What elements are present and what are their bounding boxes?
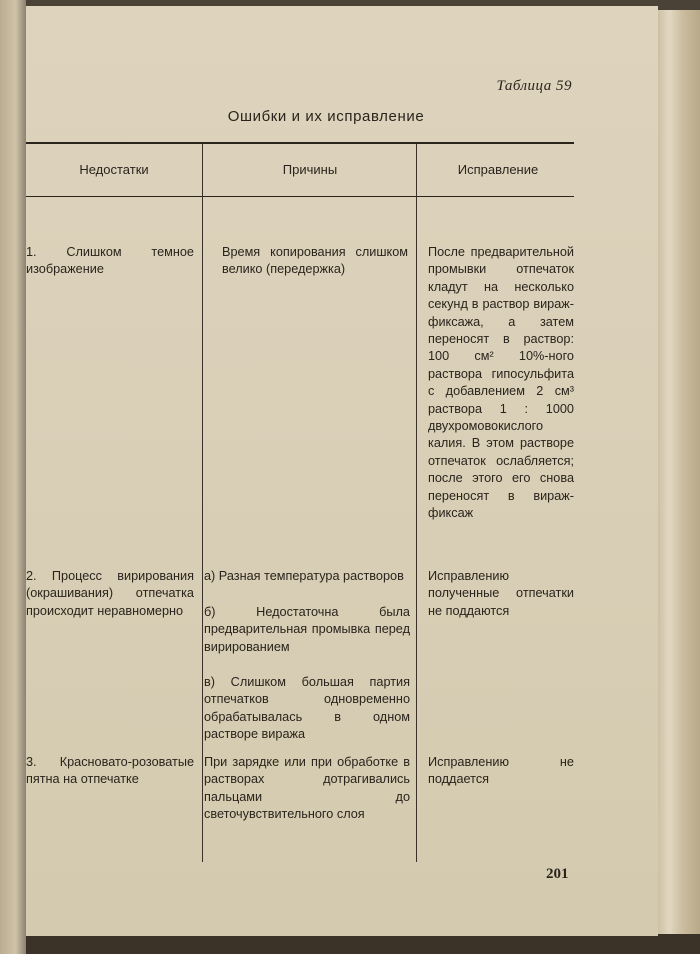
row1-cause: Время копирования слишком велико (передержка) bbox=[222, 245, 408, 277]
row2-fix: Исправлению полученные отпечатки не поддаются bbox=[428, 569, 574, 618]
book-page bbox=[26, 6, 658, 936]
row1-fix: После предварительной промывки отпечаток кладут на несколько секунд в раствор вираж-фиксажа, а затем переносят в раствор: 100 см² 10%-ного раствора гипосульфита с добавлением 2 см³ раствора 1 : 1000 двухромовокислого калия. В этом растворе отпечаток ослабляется; после этого его снова переносят в вираж-фиксаж bbox=[428, 245, 574, 521]
row3-cause: При зарядке или при обработке в растворах дотрагивались пальцами до светочувствительного слоя bbox=[204, 755, 410, 822]
header-causes: Причины bbox=[282, 162, 338, 177]
adjacent-page-edge bbox=[0, 0, 26, 954]
row3-fix: Исправлению не поддается bbox=[428, 755, 574, 787]
row1-defect: 1. Слишком темное изображение bbox=[26, 245, 194, 277]
top-rule bbox=[26, 142, 574, 144]
row2-cause-b: б) Недостаточна была предварительная промывка перед вирированием bbox=[204, 605, 410, 654]
row3-defect: 3. Красновато-розоватые пятна на отпечатке bbox=[26, 755, 194, 787]
table-title: Ошибки и их исправление bbox=[227, 108, 425, 125]
row2-cause-c: в) Слишком большая партия отпечатков одновременно обрабатывалась в одном растворе виража bbox=[204, 675, 410, 742]
header-rule bbox=[26, 196, 574, 197]
column-divider-1 bbox=[202, 144, 203, 862]
row2-cause-a: а) Разная температура растворов bbox=[204, 569, 404, 583]
column-divider-2 bbox=[416, 144, 417, 862]
header-fix: Исправление bbox=[457, 162, 539, 177]
page-stack-edge bbox=[656, 10, 700, 940]
header-defects: Недостатки bbox=[79, 162, 149, 177]
page-number: 201 bbox=[546, 866, 569, 882]
row2-defect: 2. Процесс вирирования (окрашивания) отпечатка происходит неравномерно bbox=[26, 569, 194, 618]
table-caption: Таблица 59 bbox=[496, 78, 572, 94]
book-cover-edge bbox=[26, 934, 700, 954]
